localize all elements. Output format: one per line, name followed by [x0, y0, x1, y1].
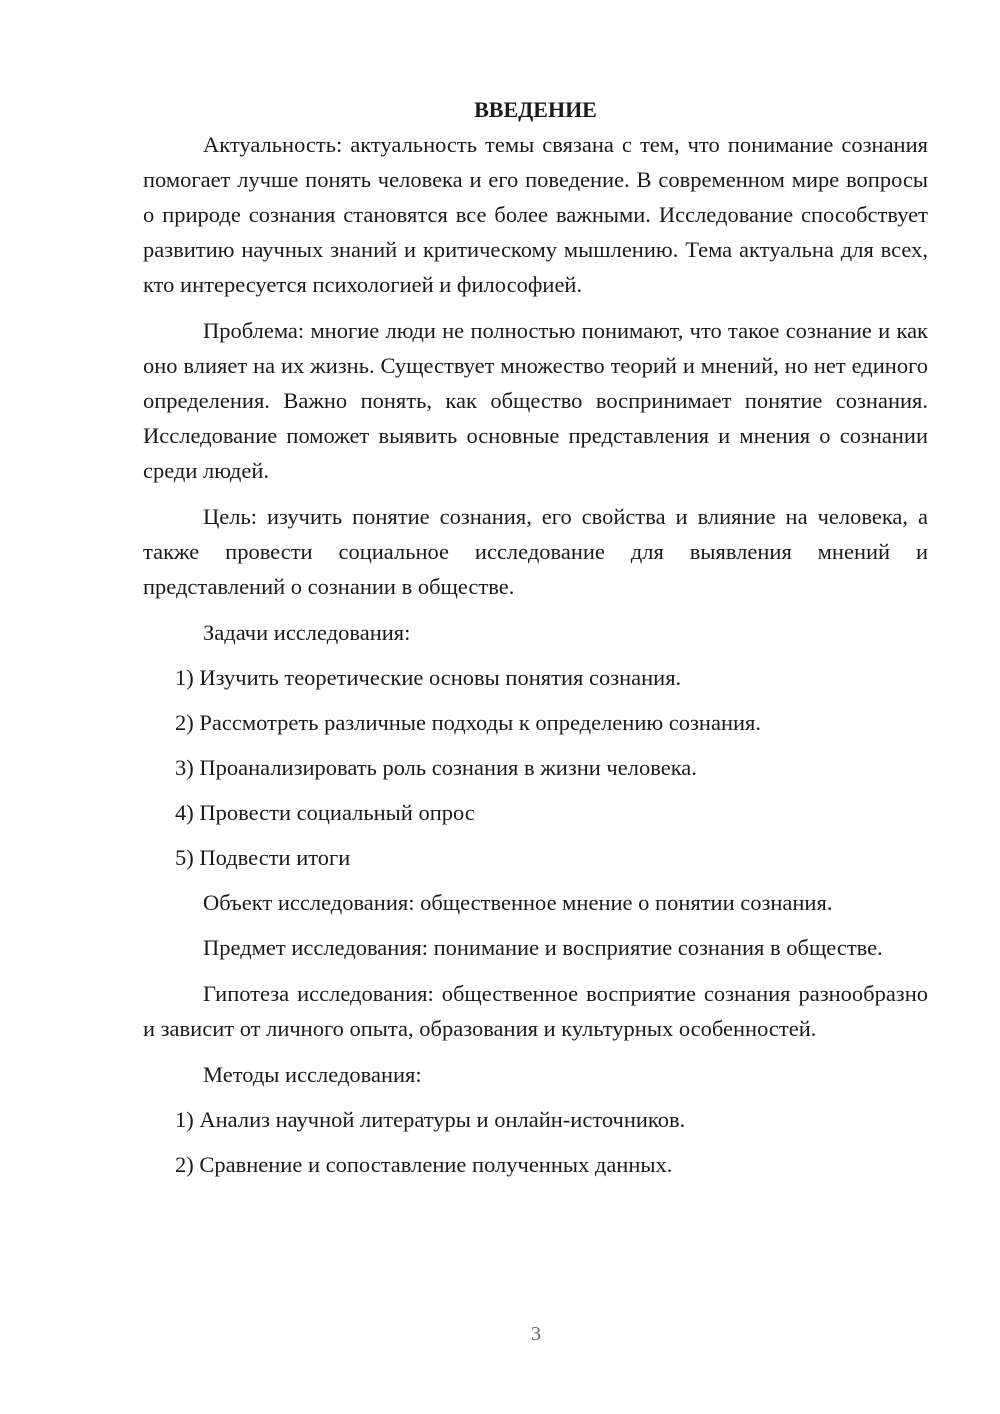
list-item: 1) Изучить теоретические основы понятия сознания. — [175, 665, 682, 690]
methods-list — [143, 1102, 928, 1182]
tasks-list — [143, 660, 928, 875]
paragraph-hypothesis: Гипотеза исследования: общественное восприятие сознания разнообразно и зависит от личного опыта, образования и культурных особенностей. — [143, 981, 928, 1041]
paragraph-relevance: Актуальность: актуальность темы связана с тем, что понимание сознания помогает лучше понять человека и его поведение. В современном мире вопросы о природе сознания становятся все более важными. Исследование способствует развитию научных знаний и критическому мышлению. Тема актуальна для всех, кто интересуется психологией и философией. — [143, 132, 928, 297]
document-page — [143, 92, 928, 1192]
list-item: 3) Проанализировать роль сознания в жизни человека. — [175, 755, 697, 780]
list-item: 4) Провести социальный опрос — [175, 800, 475, 825]
paragraph-subject: Предмет исследования: понимание и восприятие сознания в обществе. — [203, 935, 883, 960]
methods-heading: Методы исследования: — [203, 1062, 422, 1087]
list-item: 5) Подвести итоги — [175, 845, 351, 870]
list-item: 1) Анализ научной литературы и онлайн-источников. — [175, 1107, 686, 1132]
list-item: 2) Рассмотреть различные подходы к определению сознания. — [175, 710, 762, 735]
list-item: 2) Сравнение и сопоставление полученных данных. — [175, 1152, 673, 1177]
paragraph-problem: Проблема: многие люди не полностью понимают, что такое сознание и как оно влияет на их жизнь. Существует множество теорий и мнений, но нет единого определения. Важно понять, как общество воспринимает понятие сознания. Исследование поможет выявить основные представления и мнения о сознании среди людей. — [143, 318, 928, 483]
page-title: ВВЕДЕНИЕ — [474, 97, 597, 122]
paragraph-object: Объект исследования: общественное мнение о понятии сознания. — [203, 890, 833, 915]
page-number: 3 — [531, 1323, 541, 1345]
tasks-heading: Задачи исследования: — [203, 620, 411, 645]
paragraph-goal: Цель: изучить понятие сознания, его свойства и влияние на человека, а также провести социальное исследование для выявления мнений и представлений о сознании в обществе. — [143, 504, 928, 599]
